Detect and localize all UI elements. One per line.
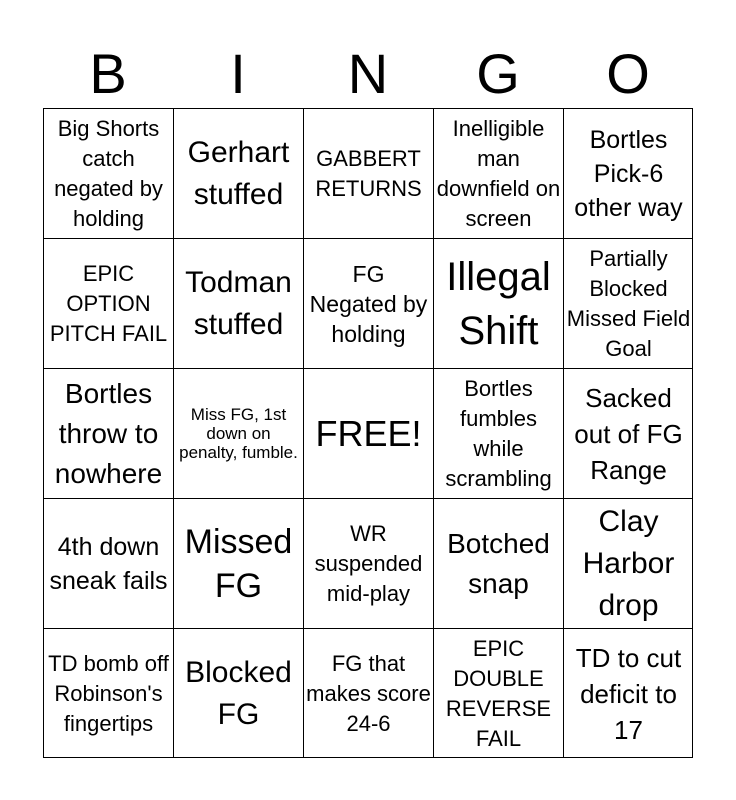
bingo-cell[interactable] xyxy=(433,108,563,238)
cell-text: Miss FG, 1st down on penalty, fumble. xyxy=(179,405,298,462)
bingo-cell[interactable] xyxy=(173,628,303,758)
title-letter-o: O xyxy=(606,42,650,105)
bingo-cell[interactable] xyxy=(563,368,693,498)
bingo-cell[interactable] xyxy=(173,498,303,628)
bingo-cell[interactable] xyxy=(563,108,693,238)
bingo-cell[interactable] xyxy=(43,108,173,238)
bingo-cell[interactable] xyxy=(303,238,433,368)
bingo-cell[interactable] xyxy=(43,498,173,628)
cell-text: 4th down sneak fails xyxy=(49,532,168,595)
bingo-cell[interactable] xyxy=(43,628,173,758)
bingo-cell[interactable] xyxy=(563,628,693,758)
title-letter-b: B xyxy=(89,42,127,105)
title-letter-i: I xyxy=(230,42,246,105)
cell-text: Missed FG xyxy=(184,522,293,605)
cell-text: Big Shorts catch negated by holding xyxy=(54,115,163,231)
bingo-cell[interactable] xyxy=(303,628,433,758)
cell-text: FREE! xyxy=(315,412,422,454)
title-letter-n: N xyxy=(347,42,389,105)
cell-text: GABBERT RETURNS xyxy=(315,145,422,201)
bingo-cell[interactable] xyxy=(433,628,563,758)
bingo-cell[interactable] xyxy=(303,368,433,498)
bingo-title xyxy=(43,40,693,108)
cell-text: FG that makes score 24-6 xyxy=(306,650,431,736)
cell-text: EPIC DOUBLE REVERSE FAIL xyxy=(445,635,552,751)
cell-text: Bortles fumbles while scrambling xyxy=(445,375,552,491)
cell-text: Clay Harbor drop xyxy=(582,504,675,622)
cell-text: Illegal Shift xyxy=(446,254,551,353)
cell-text: TD to cut deficit to 17 xyxy=(575,642,682,745)
bingo-cell[interactable] xyxy=(173,238,303,368)
cell-text: Todman stuffed xyxy=(185,265,292,341)
cell-text: TD bomb off Robinson's fingertips xyxy=(48,650,169,736)
cell-text: Inelligible man downfield on screen xyxy=(436,115,561,231)
cell-text: Blocked FG xyxy=(185,655,292,731)
cell-text: Gerhart stuffed xyxy=(187,135,290,211)
bingo-cell[interactable] xyxy=(433,498,563,628)
bingo-cell[interactable] xyxy=(563,498,693,628)
bingo-cell[interactable] xyxy=(303,498,433,628)
cell-text: WR suspended mid-play xyxy=(314,520,423,606)
bingo-cell[interactable] xyxy=(433,238,563,368)
cell-text: Botched snap xyxy=(447,527,550,599)
cell-text: Bortles Pick-6 other way xyxy=(574,125,683,222)
cell-text: EPIC OPTION PITCH FAIL xyxy=(49,260,168,346)
bingo-board xyxy=(43,108,693,758)
title-letter-g: G xyxy=(476,42,520,105)
bingo-cell[interactable] xyxy=(173,368,303,498)
bingo-cell[interactable] xyxy=(43,238,173,368)
cell-text: FG Negated by holding xyxy=(309,260,428,347)
cell-text: Sacked out of FG Range xyxy=(574,382,683,485)
cell-text: Partially Blocked Missed Field Goal xyxy=(566,245,691,361)
bingo-cell[interactable] xyxy=(303,108,433,238)
bingo-cell[interactable] xyxy=(433,368,563,498)
cell-text: Bortles throw to nowhere xyxy=(54,377,163,489)
bingo-cell[interactable] xyxy=(43,368,173,498)
bingo-cell[interactable] xyxy=(563,238,693,368)
bingo-cell[interactable] xyxy=(173,108,303,238)
